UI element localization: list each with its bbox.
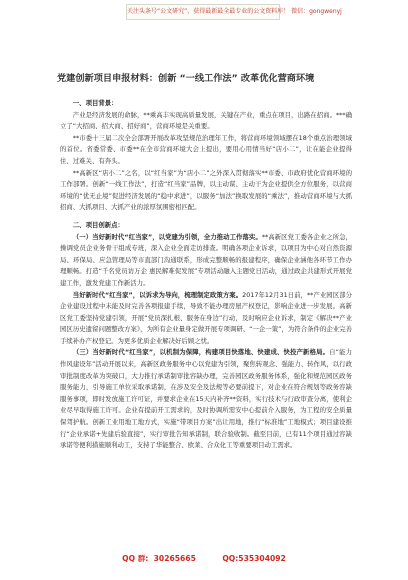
paragraph: **市委十三届二次全会部署开展改革攻坚规范治理年工作，将营商环境领域摆在18个重点治理领域的首位。省委常委、市委**在全市营商环境大会上提出，要用心用情当好“店小二”，让在能企业提得住、过难关、有奔头。 xyxy=(60,133,352,165)
paragraph xyxy=(60,232,352,290)
paragraph: **高新区“店小二”之名，以“红当家”为“店小二”之外深入贯彻落实**市委、市政府优化营商环境的工作部署。创新“一线工作法”，打造“红当家”品牌，以主动谋、主动干为企业提供全方位服务，以营商环境的“优无止境”促进经济发展的“稳中求进”，以服务“加法”换取发展的“乘法”，推动营商环境与大抓招商、大抓项目、大抓产业的浓厚氛围密相匹配。 xyxy=(60,168,352,212)
paragraph-lead: （一）当好新时代“红当家”，以党建为引领，全力推动工作落实。 xyxy=(72,232,262,241)
section-heading-innovation: 二、项目创新点： xyxy=(72,220,124,229)
paragraph xyxy=(60,290,352,348)
paragraph-body: **高新区党工委各企业之所急，操调党员企业务骨干组成专班，深入企业全面走访排查。明确各项企业诉求，以项目为中心对自然资源局、环保局、应急管理局等市直部门沟通联系，形成完整顺畅的报建程序，确保企业涵他各环节工作办理顺畅。打造“千名党员访万企 惠民解难促发展”专项活动融入主题党日活动，通过政企共建形式开展党建工作，激发党建工作新活力。 xyxy=(60,232,353,287)
section-heading-background: 一、项目背景： xyxy=(72,99,118,107)
paragraph xyxy=(60,347,352,451)
document-body xyxy=(60,98,352,452)
document-title: 党建创新项目申报材料：创新 “一线工作法” 改革优化营商环境 xyxy=(57,73,315,84)
paragraph: 产业是经济发展的命脉，**乘高丰实现高质量发展，关键在产业，重点在项目，出路在招商。***确立了“大招商、招大商、招好商”，营商环境是关重要。 xyxy=(60,110,352,131)
promo-banner: 关注头条号“公文研究”，获得最新最全最专业的公文资料库！ 微信：gongwenyj xyxy=(126,4,280,20)
paragraph-body: 2017年12月31日前，**产业园区部分企业建设过程中未能及时完善各项报建手续，导致不能办理房屋产权登记，影响企业进一步发展。高新区党工委坚持党建引领，开展“党员深扎根、服务在身边”行动，及时响应企业诉求，制定《解决**产业园区历史遗留问题整改方案》，为所有企业量身定做开展专项调研、“一企一策”，为符合条件的企业完善手续补办产权登记。为更多优质企业解决好后顾之忧。 xyxy=(60,290,352,345)
footer-contact: QQ 群: 30265665 QQ:535304092 xyxy=(122,554,286,563)
paragraph-body: 自“能力作风建设年”活动开展以来，高新区政务服务中心以党建为引领，聚焦转观念、强能力、转作风，以行政审批制度改革为突破口，大力推行承诺制审批容缺办理，完善园区政务服务体系，强化和规范园区政务服务能力，引导施工单位采取承诺制，在涉及安全及法规等必要前提下，对企业在符合规划等政务容缺服务事项，即时发放施工许可证，并要求企业在15天内补齐**资料，实行技术与行政审查分离，使利企业尽早取得施工许可。企业有提前开工需求的，及时协调所需安中心提前介入服务，为工程的安全质量保驾护航。创新工业用地工地方式，实施“带项目方案”出让用地，推行“标准地”工地模式；项目建设推行“企业承诺+先建后验直接”，实行审批告知承诺制，联合验收制。截至目前，已有11个项目通过容缺承诺等便利措施顺利动工，支持了华能整合、欧莱、合众化工等重要项目动工需求。 xyxy=(60,348,353,450)
paragraph-lead: 当好新时代“红当家”，以诉求为导向，梳理制定政策方案。 xyxy=(72,290,243,299)
paragraph-lead: （三）当好新时代“红当家”，以机制为保障，构建项目快落地、快建成、快投产新格局。 xyxy=(72,348,330,357)
